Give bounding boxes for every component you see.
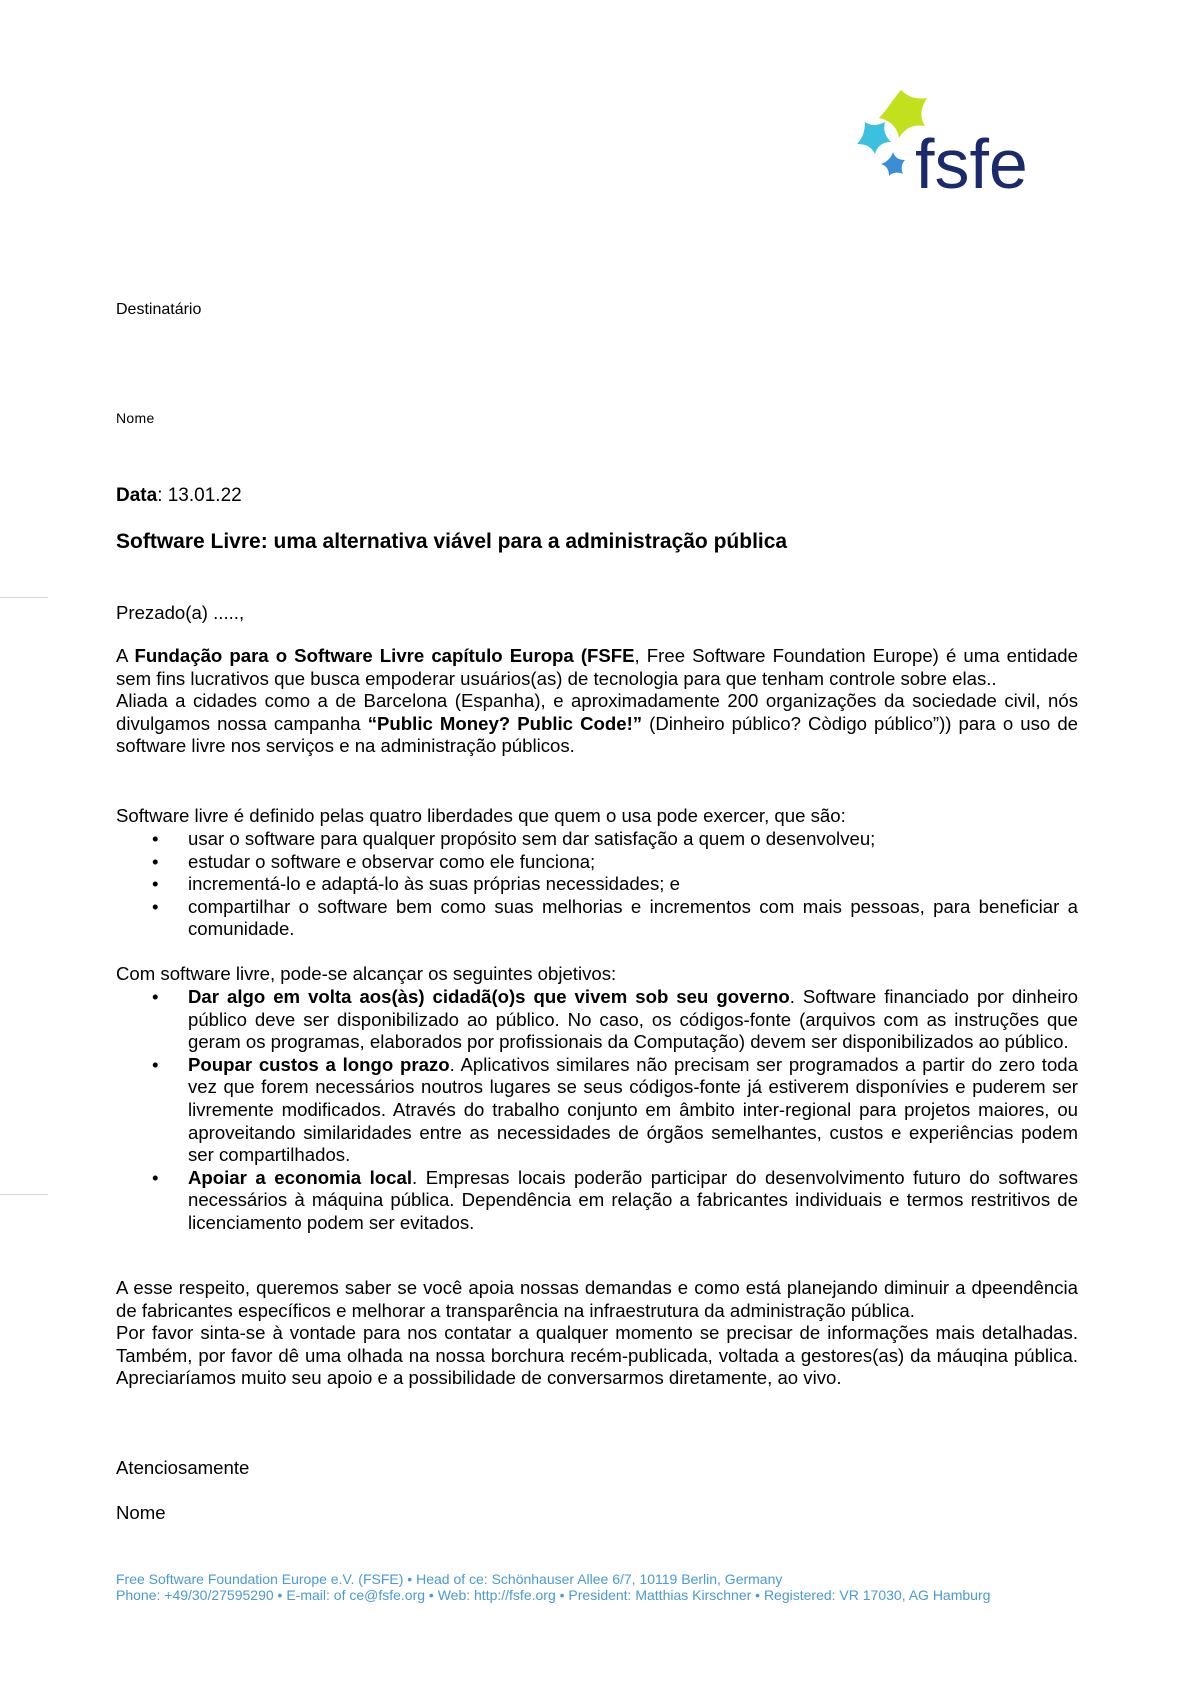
intro-paragraph-1: A Fundação para o Software Livre capítulo Europa (FSFE, Free Software Foundation Europe) é uma entidade sem fins lucrativos que busca empoderar usuários(as) de tecnologia para que tenham controle sobre elas..	[116, 645, 1078, 689]
bullet: •	[152, 1053, 159, 1075]
list-item: • usar o software para qualquer propósito sem dar satisfação a quem o desenvolveu;	[152, 828, 876, 849]
list-item: • incrementá-lo e adaptá-lo às suas próprias necessidades; e	[152, 873, 680, 895]
fsfe-logo	[855, 86, 1080, 208]
footer-line-2: Phone: +49/30/27595290 • E-mail: of ce@fsfe.org • Web: http://fsfe.org • President: Matthias Kirschner • Registered: VR 17030, AG Hamburg	[116, 1587, 991, 1603]
recipient-name: Nome	[116, 410, 155, 426]
fsfe-name-bold: Fundação para o Software Livre capítulo Europa (FSFE	[134, 645, 635, 666]
date-line	[116, 485, 242, 507]
star-blue-icon	[881, 152, 905, 176]
bullet: •	[152, 986, 159, 1007]
bullet: •	[152, 828, 159, 849]
bullet: •	[152, 850, 159, 872]
bullet: •	[152, 873, 159, 895]
list-item: • Apoiar a economia local. Empresas locais poderão participar do desenvolvimento futuro do softwares necessários à máquina pública. Dependência em relação a fabricantes individuais e termos restritivos de licenciamento podem ser evitados.	[152, 1166, 1078, 1233]
signoff: Atenciosamente	[116, 1457, 250, 1478]
bullet: •	[152, 1166, 159, 1188]
list-item: • Dar algo em volta aos(às) cidadã(o)s que vivem sob seu governo. Software financiado por dinheiro público deve ser disponibilizado ao público. No caso, os códigos-fonte (arquivos com as instruções que geram os programas, elaborados por profissionais da Computação) devem ser disponibilizados ao público.	[152, 986, 1078, 1053]
list-item: • compartilhar o software bem como suas melhorias e incrementos com mais pessoas, para beneficiar a comunidade.	[152, 895, 1078, 940]
date-value: : 13.01.22	[157, 485, 242, 506]
list-item: • estudar o software e observar como ele funciona;	[152, 850, 596, 872]
fold-mark-top	[0, 597, 48, 598]
footer-line-1: Free Software Foundation Europe e.V. (FSFE) • Head of ce: Schönhauser Allee 6/7, 10119 Berlin, Germany	[116, 1571, 783, 1587]
list-item: • Poupar custos a longo prazo. Aplicativos similares não precisam ser programados a partir do zero toda vez que forem necessários noutros lugares se seus códigos-fonte já estiverem disponívies e puderem ser livremente modificados. Através do trabalho conjunto em âmbito inter-regional para projetos maiores, ou aproveitando similaridades entre as necessidades de órgãos semelhantes, custos e experiências podem ser compartilhados.	[152, 1053, 1078, 1166]
freedoms-list	[116, 828, 1078, 941]
closing-paragraph-1: A esse respeito, queremos saber se você apoia nossas demandas e como está planejando diminuir a dpeendência de fabricantes específicos e melhorar a transparência na infraestrutura da administração pública.	[116, 1277, 1078, 1321]
goals-list	[116, 986, 1078, 1235]
closing-section	[116, 1277, 1078, 1390]
intro-section	[116, 645, 1078, 758]
intro-paragraph-2: Aliada a cidades como a de Barcelona (Espanha), e aproximadamente 200 organizações da sociedade civil, nós divulgamos nossa campanha “Public Money? Public Code!” (Dinheiro público? Còdigo público”)) para o uso de software livre nos serviços e na administração públicos.	[116, 690, 1079, 757]
footer	[116, 1571, 990, 1603]
subject-heading: Software Livre: uma alternativa viável para a administração pública	[116, 530, 788, 553]
recipient-label: Destinatário	[116, 301, 202, 318]
greeting: Prezado(a) .....,	[116, 602, 245, 623]
star-cyan-icon	[857, 122, 891, 154]
freedoms-intro: Software livre é definido pelas quatro liberdades que quem o usa pode exercer, que são:	[116, 805, 846, 826]
date-label: Data	[116, 485, 158, 506]
logo-text: fsfe	[915, 125, 1028, 203]
goals-intro: Com software livre, pode-se alcançar os seguintes objetivos:	[116, 963, 617, 984]
fold-mark-bottom	[0, 1194, 48, 1195]
bullet: •	[152, 895, 159, 917]
closing-paragraph-2: Por favor sinta-se à vontade para nos contatar a qualquer momento se precisar de informações mais detalhadas. Também, por favor dê uma olhada na nossa borchura recém-publicada, voltada a gestores(as) da máuqina pública. Apreciaríamos muito seu apoio e a possibilidade de conversarmos diretamente, ao vivo.	[116, 1322, 1078, 1389]
signature-name: Nome	[116, 1502, 166, 1523]
campaign-name-bold: “Public Money? Public Code!”	[367, 712, 643, 734]
